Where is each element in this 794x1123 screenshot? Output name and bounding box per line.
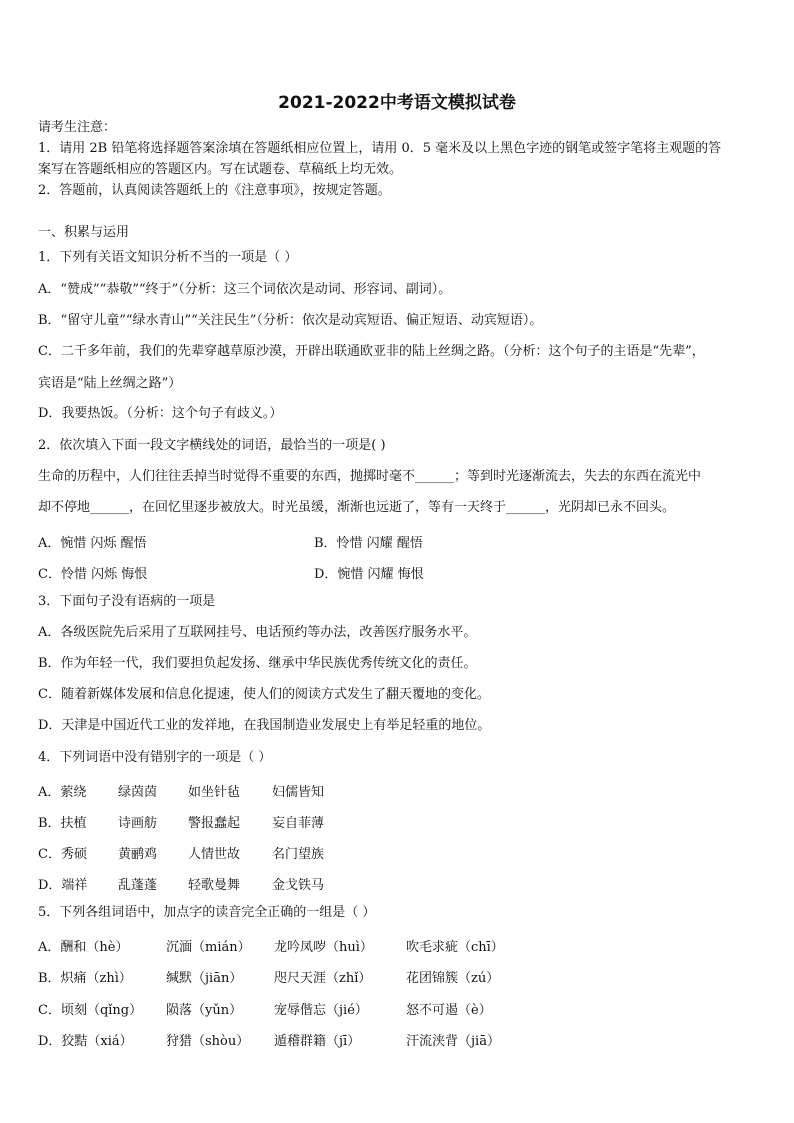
- q4-word: 轻歌曼舞: [188, 878, 241, 893]
- exam-title: 2021-2022中考语文模拟试卷: [278, 93, 516, 113]
- q4-word: 绿茵茵: [118, 785, 158, 800]
- q5-word: C．顷刻（qǐng）: [38, 1003, 143, 1018]
- q4-word: 如坐针毡: [188, 785, 241, 800]
- q4-word: 黄鹂鸡: [118, 847, 158, 862]
- q5-word: D．狡黠（xiá）: [38, 1034, 133, 1049]
- q3-option-d: D．天津是中国近代工业的发祥地，在我国制造业发展史上有举足轻重的地位。: [38, 718, 491, 733]
- q5-word: 狩猎（shòu）: [166, 1034, 250, 1049]
- q5-option-row: [38, 936, 504, 955]
- notice-heading: 请考生注意：: [38, 120, 117, 135]
- q5-stem: 5．下列各组词语中，加点字的读音完全正确的一组是（ ）: [38, 905, 376, 920]
- q2-stem: 2．依次填入下面一段文字横线处的词语，最恰当的一项是( ): [38, 438, 386, 453]
- q5-option-row: [38, 999, 492, 1018]
- q1-option-c-line1: C．二千多年前，我们的先辈穿越草原沙漠，开辟出联通欧亚非的陆上丝绸之路。（分析：这个句子的主语是“先辈”，: [38, 344, 705, 359]
- q4-word: 人情世故: [188, 847, 241, 862]
- q2-option-c: C．怜惜 闪烁 悔恨: [38, 567, 148, 582]
- q4-word: A．萦绕: [38, 785, 87, 800]
- q5-word: 龙吟凤哕（huì）: [274, 940, 373, 955]
- q4-word: 乱蓬蓬: [118, 878, 158, 893]
- q2-passage-line2: 却不停地______，在回忆里逐步被放大。时光虽缓，渐渐也远逝了，等有一天终于______，光阴却已永不回头。: [38, 500, 676, 515]
- q4-word: 名门望族: [272, 847, 325, 862]
- q4-word: 妇儒皆知: [272, 785, 325, 800]
- q5-word: 陨落（yǔn）: [166, 1003, 243, 1018]
- q5-word: 吹毛求疵（chī）: [406, 940, 504, 955]
- q4-option-row: [38, 812, 324, 831]
- q3-option-b: B．作为年轻一代，我们要担负起发扬、继承中华民族优秀传统文化的责任。: [38, 656, 477, 671]
- q5-word: 宠辱偕忘（jié）: [274, 1003, 368, 1018]
- q5-option-row: [38, 1030, 500, 1049]
- q5-word: 咫尺天涯（zhǐ）: [274, 971, 372, 986]
- q5-word: 遁稽群籍（jī）: [274, 1034, 361, 1049]
- q4-word: C．秀硕: [38, 847, 87, 862]
- q5-word: 缄默（jiān）: [166, 971, 243, 986]
- q1-option-d: D．我要热饭。（分析：这个句子有歧义。）: [38, 406, 283, 421]
- q3-stem: 3．下面句子没有语病的一项是: [38, 594, 216, 609]
- q4-word: B．扶植: [38, 816, 87, 831]
- q5-word: A．酬和（hè）: [38, 940, 129, 955]
- q5-word: B．炽痛（zhì）: [38, 971, 132, 986]
- q5-word: 怒不可遏（è）: [406, 1003, 492, 1018]
- q5-word: 沉湎（mián）: [166, 940, 251, 955]
- q1-option-b: B．“留守儿童”“绿水青山”“关注民生”（分析：依次是动宾短语、偏正短语、动宾短语）。: [38, 313, 543, 328]
- q4-word: 金戈铁马: [272, 878, 325, 893]
- q1-option-c-line2: 宾语是“陆上丝绸之路”）: [38, 376, 182, 391]
- q4-option-row: [38, 781, 324, 800]
- q2-option-d: D．惋惜 闪耀 悔恨: [314, 567, 424, 582]
- q2-options-row1: [38, 532, 423, 551]
- notice-item1-line1: 1．请用 2B 铅笔将选择题答案涂填在答题纸相应位置上，请用 0．5 毫米及以上黑色字迹的钢笔或签字笔将主观题的答: [38, 141, 722, 156]
- q2-option-a: A．惋惜 闪烁 醒悟: [38, 536, 147, 551]
- q4-option-row: [38, 843, 324, 862]
- q5-word: 花团锦簇（zú）: [406, 971, 500, 986]
- q4-option-row: [38, 874, 324, 893]
- notice-item2: 2．答题前，认真阅读答题纸上的《注意事项》，按规定答题。: [38, 183, 391, 198]
- q3-option-a: A．各级医院先后采用了互联网挂号、电话预约等办法，改善医疗服务水平。: [38, 625, 477, 640]
- section-heading: 一、积累与运用: [38, 225, 130, 240]
- q2-options-row2: [38, 563, 424, 582]
- notice-item1-line2: 案写在答题纸相应的答题区内。写在试题卷、草稿纸上均无效。: [38, 162, 403, 177]
- q2-option-b: B．怜惜 闪耀 醒悟: [314, 536, 423, 551]
- q5-word: 汗流浃背（jiā）: [406, 1034, 500, 1049]
- q4-stem: 4．下列词语中没有错别字的一项是（ ）: [38, 750, 272, 765]
- q4-word: 警报蠢起: [188, 816, 241, 831]
- q4-word: D．端祥: [38, 878, 88, 893]
- q2-passage-line1: 生命的历程中，人们往往丢掉当时觉得不重要的东西，抛掷时毫不______；等到时光逐渐流去，失去的东西在流光中: [38, 469, 702, 484]
- q4-word: 诗画舫: [118, 816, 158, 831]
- q4-word: 妄自菲薄: [272, 816, 325, 831]
- q5-option-row: [38, 967, 499, 986]
- q1-option-a: A．“赞成”“恭敬”“终于”（分析：这三个词依次是动词、形容词、副词）。: [38, 282, 452, 297]
- q1-stem: 1．下列有关语文知识分析不当的一项是（ ）: [38, 250, 298, 265]
- q3-option-c: C．随着新媒体发展和信息化提速，使人们的阅读方式发生了翻天覆地的变化。: [38, 687, 490, 702]
